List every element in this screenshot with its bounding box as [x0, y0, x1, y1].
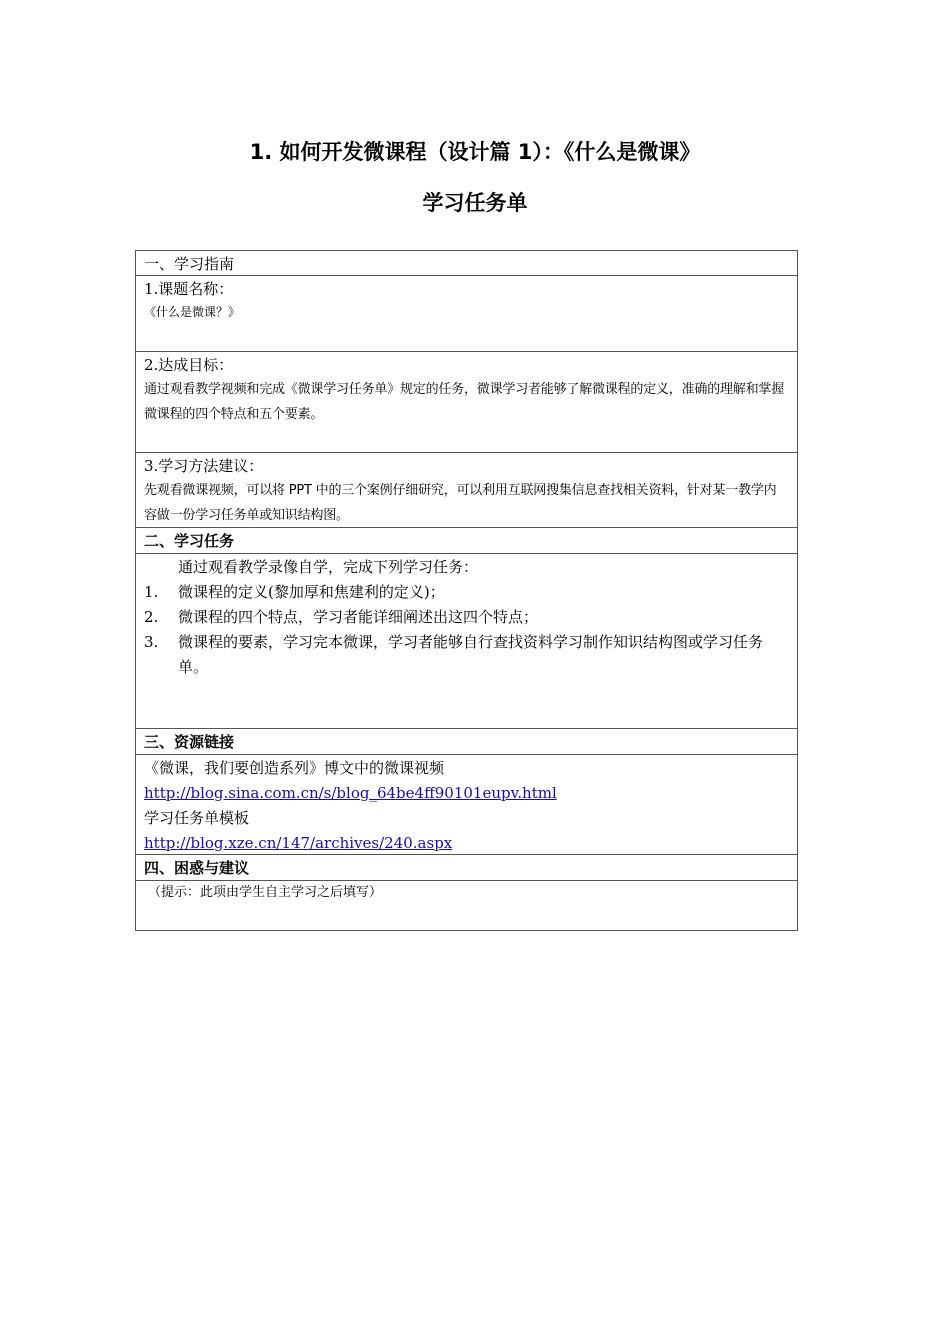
- document-subtitle: 学习任务单: [422, 191, 528, 215]
- hint-text: （提示：此项由学生自主学习之后填写）: [148, 885, 383, 900]
- list-item-text: 微课程的四个特点，学习者能详细阐述出这四个特点；: [178, 608, 539, 626]
- list-item-text: 微课程的要素，学习完本微课，学习者能够自行查找资料学习制作知识结构图或学习任务单。: [178, 633, 764, 676]
- tasks-cell: [135, 554, 798, 729]
- method-label: 3.学习方法建议：: [144, 457, 264, 475]
- resource-link[interactable]: http://blog.sina.com.cn/s/blog_64be4ff90101eupv.html: [144, 784, 557, 802]
- section-header-resources: 三、资源链接: [135, 729, 798, 755]
- topic-value: 《什么是微课？》: [144, 305, 241, 319]
- list-item-number: 2.: [144, 608, 159, 626]
- resources-cell: [135, 755, 798, 855]
- document-title: 1. 如何开发微课程（设计篇 1）：《什么是微课》: [249, 140, 701, 164]
- section-header-tasks: 二、学习任务: [135, 528, 798, 554]
- method-text: 先观看微课视频，可以将 PPT 中的三个案例仔细研究，可以利用互联网搜集信息查找相关资料，针对某一教学内容做一份学习任务单或知识结构图。: [144, 483, 777, 523]
- questions-cell: [135, 881, 798, 931]
- topic-cell: [135, 276, 798, 352]
- list-item: [144, 630, 789, 680]
- goal-text: 通过观看教学视频和完成《微课学习任务单》规定的任务，微课学习者能够了解微课程的定义，准确的理解和掌握微课程的四个特点和五个要素。: [144, 382, 785, 422]
- method-cell: [135, 453, 798, 528]
- task-sheet-table: [135, 250, 798, 931]
- goal-label: 2.达成目标：: [144, 356, 234, 374]
- topic-label: 1.课题名称：: [144, 280, 234, 298]
- list-item-number: 3.: [144, 633, 159, 651]
- resource-link[interactable]: http://blog.xze.cn/147/archives/240.aspx: [144, 834, 453, 852]
- section-header-questions: 四、困惑与建议: [135, 855, 798, 881]
- section-header-study-guide: 一、学习指南: [135, 250, 798, 276]
- resource-title: 《微课，我们要创造系列》博文中的微课视频: [144, 759, 445, 777]
- list-item-text: 微课程的定义(黎加厚和焦建利的定义)；: [178, 583, 445, 601]
- resource-title: 学习任务单模板: [144, 809, 250, 827]
- list-item: [144, 605, 789, 630]
- list-item-number: 1.: [144, 583, 159, 601]
- goal-cell: [135, 352, 798, 453]
- list-item: [144, 580, 789, 605]
- tasks-intro: 通过观看教学录像自学，完成下列学习任务：: [178, 558, 479, 576]
